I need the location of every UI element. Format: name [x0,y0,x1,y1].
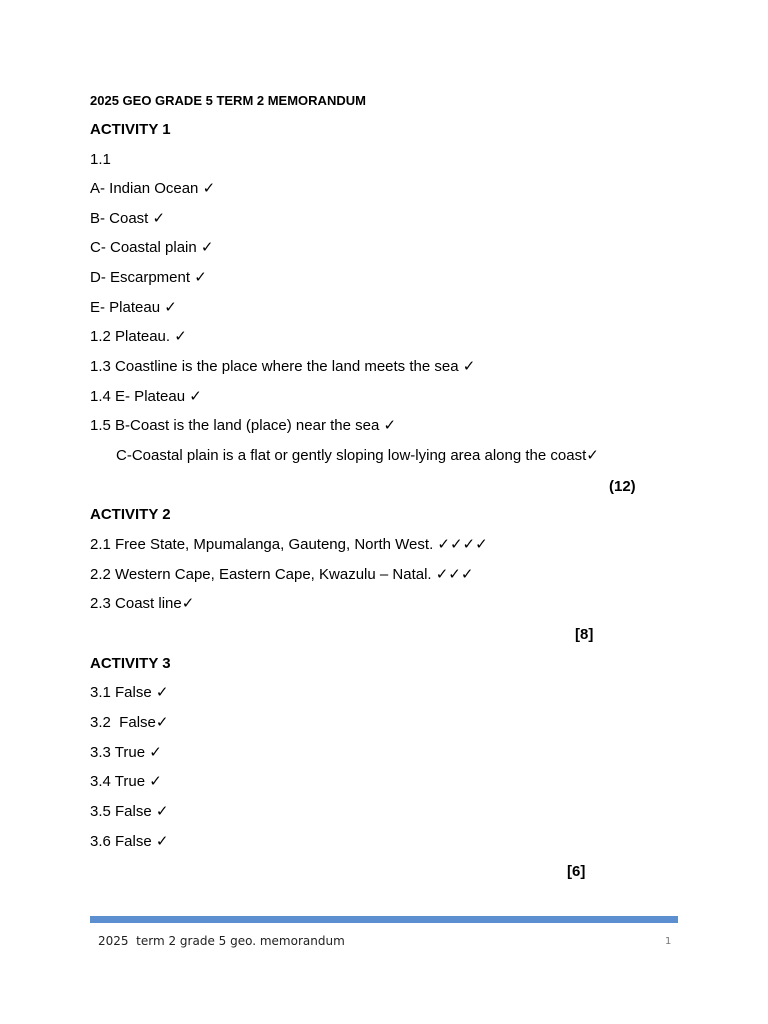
answer-3-4: 3.4 True ✓ [90,773,162,790]
answer-3-5: 3.5 False ✓ [90,803,169,820]
activity-1-heading: ACTIVITY 1 [90,121,171,138]
document-title: 2025 GEO GRADE 5 TERM 2 MEMORANDUM [90,93,366,108]
question-1-3: 1.3 Coastline is the place where the land meets the sea ✓ [90,358,476,375]
activity-2-heading: ACTIVITY 2 [90,506,171,523]
footer-rule [90,916,678,923]
answer-3-6: 3.6 False ✓ [90,833,169,850]
activity-1-total: (12) [609,478,636,495]
question-1-5-c: C-Coastal plain is a flat or gently sloping low-lying area along the coast✓ [116,447,599,464]
answer-e: E- Plateau ✓ [90,299,177,316]
answer-c: C- Coastal plain ✓ [90,239,214,256]
question-2-1: 2.1 Free State, Mpumalanga, Gauteng, North West. ✓✓✓✓ [90,536,488,553]
question-1-2: 1.2 Plateau. ✓ [90,328,187,345]
answer-d: D- Escarpment ✓ [90,269,207,286]
answer-b: B- Coast ✓ [90,210,166,227]
answer-3-1: 3.1 False ✓ [90,684,169,701]
question-1-1: 1.1 [90,151,111,168]
activity-3-total: [6] [567,863,586,880]
answer-3-3: 3.3 True ✓ [90,744,162,761]
question-2-2: 2.2 Western Cape, Eastern Cape, Kwazulu – Natal. ✓✓✓ [90,566,474,583]
answer-3-2: 3.2 False✓ [90,714,169,731]
question-2-3: 2.3 Coast line✓ [90,595,195,612]
question-1-4: 1.4 E- Plateau ✓ [90,388,202,405]
activity-2-total: [8] [575,626,594,643]
activity-3-heading: ACTIVITY 3 [90,655,171,672]
page-number: 1 [665,936,672,947]
footer-text: 2025 term 2 grade 5 geo. memorandum [98,934,345,948]
answer-a: A- Indian Ocean ✓ [90,180,216,197]
question-1-5-b: 1.5 B-Coast is the land (place) near the sea ✓ [90,417,397,434]
